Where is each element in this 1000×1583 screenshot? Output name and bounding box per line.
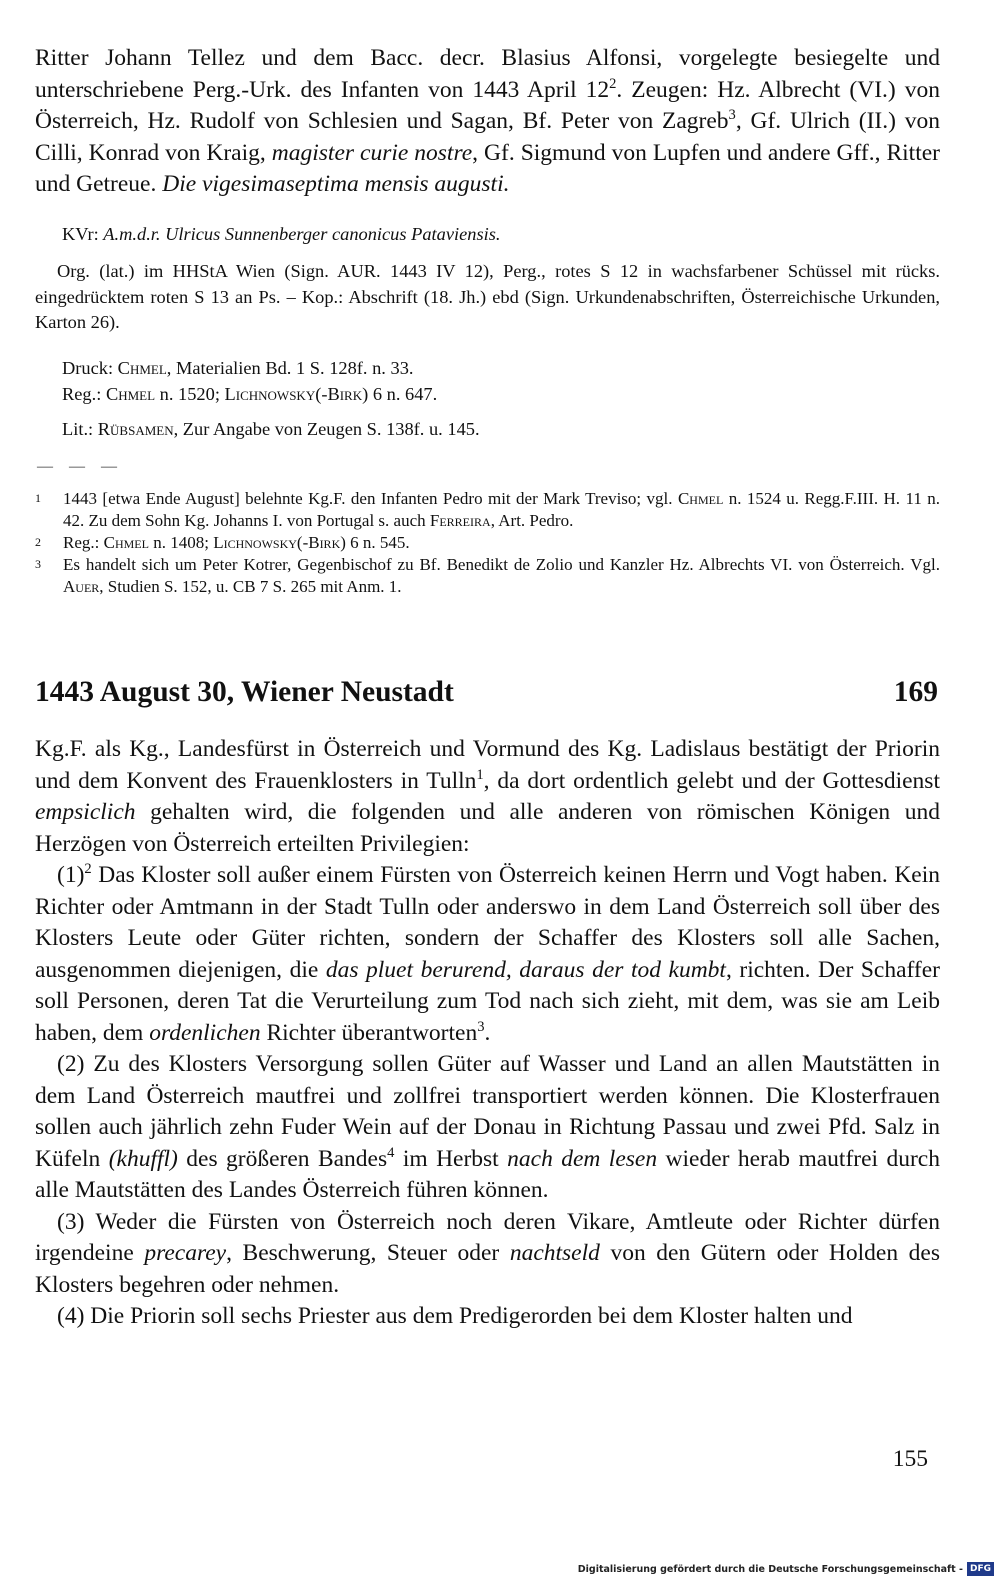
druck-line: Druck: Chmel, Materialien Bd. 1 S. 128f. n. 33. <box>62 358 414 378</box>
lit-line: Lit.: Rübsamen, Zur Angabe von Zeugen S. 138f. u. 145. <box>62 419 480 439</box>
footnote-ref[interactable]: 4 <box>387 1144 395 1161</box>
footnote-ref[interactable]: 1 <box>476 766 484 783</box>
date-clause: Die vigesimaseptima mensis augusti. <box>162 171 510 197</box>
body-text: Ritter Johann Tellez und dem Bacc. decr. Blasius Alfonsi, vorgelegte besiegelte und unterschriebene Perg.-Urk. des Infanten von 1443 April 12 <box>35 45 940 103</box>
footnote-ref[interactable]: 2 <box>84 861 92 878</box>
dfg-logo: DFG <box>967 1562 994 1576</box>
footnote: 3 Es handelt sich um Peter Kotrer, Gegenbischof zu Bf. Benedikt de Zolio und Kanzler Hz. Albrechts VI. von Österreich. Vgl. Auer, Studien S. 152, u. CB 7 S. 265 mit Anm. 1. <box>35 555 940 596</box>
footnote-separator: — — — <box>37 458 123 475</box>
footnote-ref[interactable]: 3 <box>477 1018 485 1035</box>
footnote-ref[interactable]: 2 <box>609 75 617 92</box>
entry-regest: Kg.F. als Kg., Landesfürst in Österreich und Vormund des Kg. Ladislaus bestätigt der Priorin und dem Konvent des Frauenklosters in Tulln$^1$, da dort ordentlich gelebt und der Gottesdienst empsiclich gehalten wird, die folgenden und alle anderen von römischen Königen und Herzögen von Österreich erteilten Privilegien: <box>35 736 940 857</box>
body-text: , Gf. Sigmund von Lupfen und andere Gff., Ritter und Getreue. <box>35 139 940 197</box>
footnote: 1 1443 [etwa Ende August] belehnte Kg.F. den Infanten Pedro mit der Mark Treviso; vgl. Chmel n. 1524 u. Regg.F.III. H. 11 n. 42. Zu dem Sohn Kg. Johanns I. von Portugal s. auch Ferreira, Art. Pedro. <box>35 489 940 530</box>
body-text: , Gf. Ulrich (II.) von Cilli, Konrad von Kraig, <box>35 108 941 166</box>
digitization-credit: Digitalisierung gefördert durch die Deutsche Forschungsgemeinschaft - DFG <box>578 1562 994 1576</box>
latin-phrase: magister curie nostre <box>271 139 473 166</box>
reg-line: Reg.: Chmel n. 1520; Lichnowsky(-Birk) 6 n. 647. <box>62 383 438 404</box>
paragraph-1: $(1)^2$ Das Kloster soll außer einem Fürsten von Österreich keinen Herrn und Vogt haben. Kein Richter oder Amtmann in der Stadt Tulln oder anderswo in dem Land Österreich soll über des Klosters Leute oder Güter richten, sondern der Schaffer des Klosters soll alle Sachen, ausgenommen diejenigen, die das pluet berurend, daraus der tod kumbt, richten. Der Schaffer soll Personen, deren Tat die Verurteilung zum Tod nach sich zieht, mit dem, was sie am Leib haben, dem ordenlichen Richter überantworten$^3$. <box>35 861 940 1046</box>
previous-document-body <box>35 43 940 201</box>
page-number: 155 <box>892 1446 928 1472</box>
footnotes <box>35 488 940 598</box>
paragraph-4: (4) Die Priorin soll sechs Priester aus dem Predigerorden bei dem Kloster halten und <box>57 1303 853 1329</box>
entry-number: 169 <box>893 676 938 708</box>
kvr-text: A.m.d.r. Ulricus Sunnenberger canonicus Pataviensis. <box>103 224 501 244</box>
paragraph-3: (3) Weder die Fürsten von Österreich noch deren Vikare, Amtleute oder Richter dürfen irgendeine precarey, Beschwerung, Steuer oder nachtseld von den Gütern oder Holden des Klosters begehren oder nehmen. <box>35 1208 940 1298</box>
paragraph-2: (2) Zu des Klosters Versorgung sollen Güter auf Wasser und Land an allen Mautstätten in dem Land Österreich mautfrei und zollfrei transportiert werden können. Die Klosterfrauen sollen auch jährlich zehn Fuder Wein auf der Donau in Richtung Passau und zwei Pfd. Salz in Küfeln (khuffl) des größeren Bandes$^4$ im Herbst nach dem lesen wieder herab mautfrei durch alle Mautstätten des Landes Österreich führen können. <box>35 1051 940 1203</box>
archive-note: Org. (lat.) im HHStA Wien (Sign. AUR. 1443 IV 12), Perg., rotes S 12 in wachsfarbener Schüssel mit rücks. eingedrücktem roten S 13 an Ps. – Kop.: Abschrift (18. Jh.) ebd (Sign. Urkundenabschriften, Österreichische Urkunden, Karton 26). <box>35 261 940 332</box>
kanzleivermerk: KVr: A.m.d.r. Ulricus Sunnenberger canonicus Pataviensis. <box>62 224 501 244</box>
entry-title: 1443 August 30, Wiener Neustadt <box>35 676 454 708</box>
entry-body <box>35 734 940 1333</box>
body-text: . Zeugen: Hz. Albrecht (VI.) von Österreich, Hz. Rudolf von Schlesien und Sagan, Bf. Peter von Zagreb <box>35 76 940 134</box>
footnote: 2 Reg.: Chmel n. 1408; Lichnowsky(-Birk) 6 n. 545. <box>35 533 410 552</box>
footnote-ref[interactable]: 3 <box>728 107 736 124</box>
bibliography <box>62 356 940 443</box>
